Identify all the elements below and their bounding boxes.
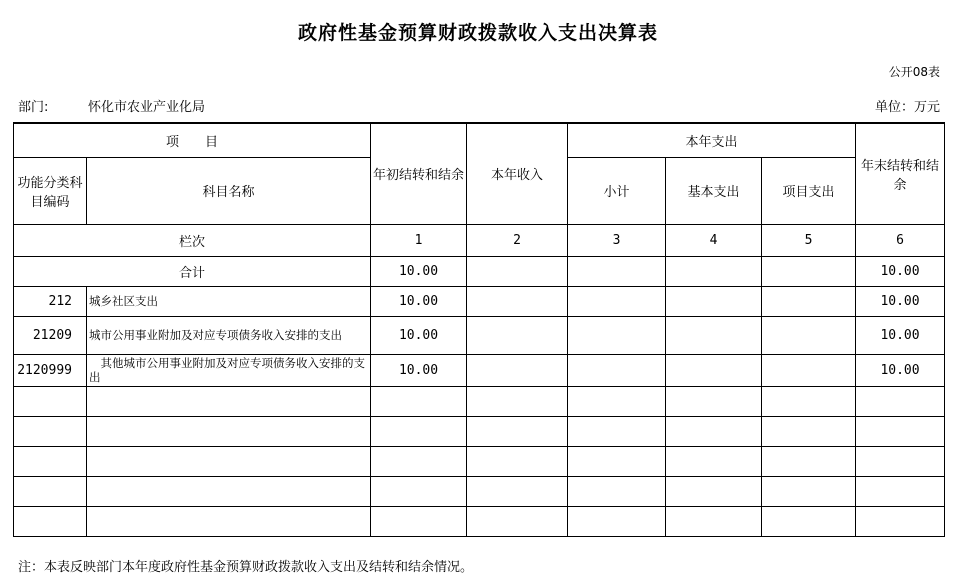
row-basic [666,316,762,354]
row-project [762,354,856,386]
total-opening: 10.00 [371,256,467,286]
sequence-5: 5 [762,224,856,256]
row-income [467,316,568,354]
header-expense: 本年支出 [568,123,856,157]
sequence-1: 1 [371,224,467,256]
empty-row [14,506,945,536]
total-closing: 10.00 [856,256,945,286]
sequence-label: 栏次 [14,224,371,256]
row-opening: 10.00 [371,354,467,386]
report-title: 政府性基金预算财政拨款收入支出决算表 [297,22,658,44]
table-row [14,286,945,316]
row-income [467,286,568,316]
header-income: 本年收入 [467,123,568,224]
sequence-4: 4 [666,224,762,256]
row-project [762,286,856,316]
unit-label: 单位：万元 [874,100,940,115]
header-opening-balance: 年初结转和结余 [371,123,467,224]
row-name: 城市公用事业附加及对应专项债务收入安排的支出 [87,316,371,354]
total-row [14,256,945,286]
header-name: 科目名称 [87,157,371,224]
header-closing-balance: 年末结转和结余 [856,123,945,224]
empty-row [14,446,945,476]
total-project [762,256,856,286]
row-name: 城乡社区支出 [87,286,371,316]
sequence-row [14,224,945,256]
header-project-expense: 项目支出 [762,157,856,224]
header-basic-expense: 基本支出 [666,157,762,224]
department-name: 怀化市农业产业化局 [88,100,206,115]
row-name: 其他城市公用事业附加及对应专项债务收入安排的支出 [87,354,371,386]
table-row [14,354,945,386]
row-opening: 10.00 [371,316,467,354]
footnote: 注：本表反映部门本年度政府性基金预算财政拨款收入支出及结转和结余情况。 [18,560,474,575]
total-income [467,256,568,286]
row-code: 2120999 [14,354,87,386]
header-item: 项 目 [14,123,371,157]
row-closing: 10.00 [856,354,945,386]
total-basic [666,256,762,286]
total-label: 合计 [14,256,371,286]
row-subtotal [568,316,666,354]
budget-table [13,122,945,537]
row-basic [666,286,762,316]
row-opening: 10.00 [371,286,467,316]
table-row [14,316,945,354]
row-closing: 10.00 [856,286,945,316]
empty-row [14,386,945,416]
row-income [467,354,568,386]
header-row-1 [14,123,945,157]
header-subtotal: 小计 [568,157,666,224]
row-code: 212 [14,286,87,316]
empty-row [14,476,945,506]
department-label: 部门: [18,100,49,115]
row-basic [666,354,762,386]
row-project [762,316,856,354]
row-subtotal [568,354,666,386]
sequence-6: 6 [856,224,945,256]
row-closing: 10.00 [856,316,945,354]
row-code: 21209 [14,316,87,354]
header-code: 功能分类科目编码 [14,157,87,224]
form-number: 公开08表 [888,65,940,79]
sequence-2: 2 [467,224,568,256]
empty-row [14,416,945,446]
sequence-3: 3 [568,224,666,256]
row-subtotal [568,286,666,316]
total-subtotal [568,256,666,286]
